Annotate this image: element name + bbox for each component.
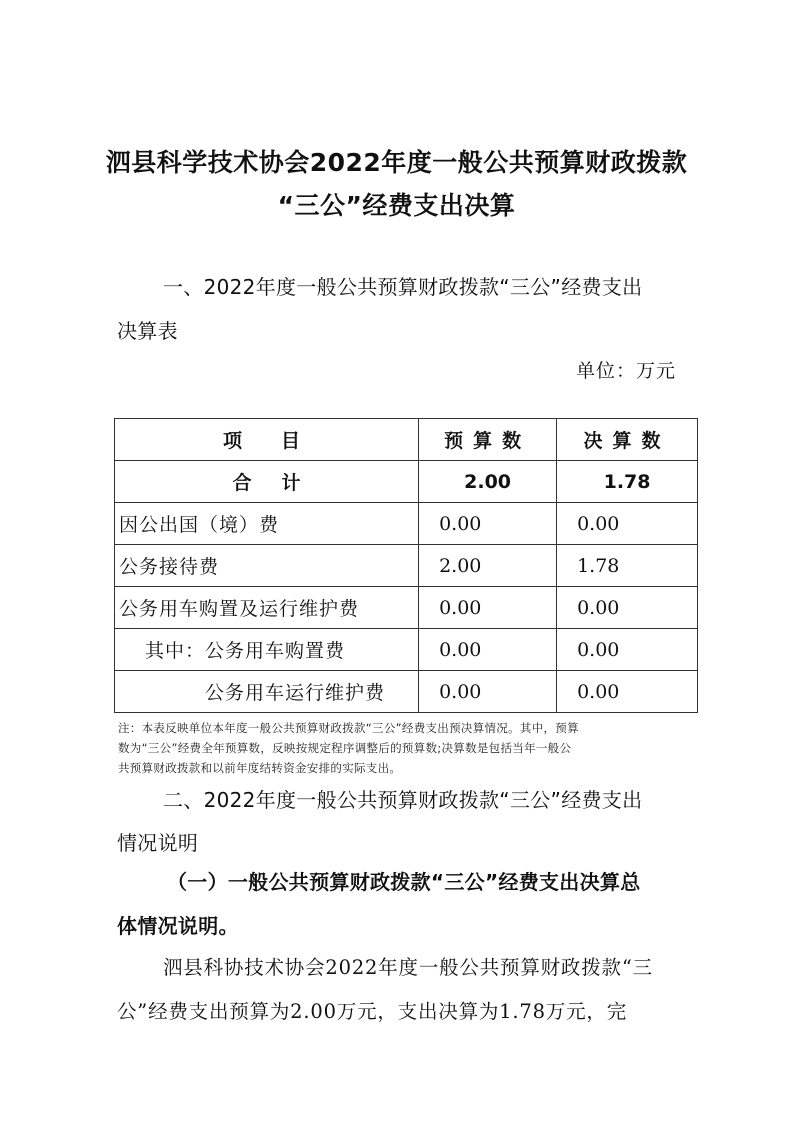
row-final: 0.00 [557,629,698,671]
table-note [118,718,678,778]
body-paragraph-line2: 公”经费支出预算为2.00万元，支出决算为1.78万元，完 [117,1000,628,1023]
section1-heading-line2: 决算表 [117,319,178,343]
unit-label: 单位：万元 [575,360,676,382]
table-row [115,545,698,587]
header-budget: 预算数 [419,419,557,461]
header-final: 决算数 [557,419,698,461]
row-label: 公务用车运行维护费 [115,671,419,713]
total-budget: 2.00 [419,461,557,503]
section1-heading-line1: 一、2022年度一般公共预算财政拨款“三公”经费支出 [163,275,643,299]
row-budget: 0.00 [419,587,557,629]
header-item: 项 目 [115,419,419,461]
subsection1-heading-line2: 体情况说明。 [117,914,239,938]
row-final: 0.00 [557,671,698,713]
row-final: 1.78 [557,545,698,587]
row-label: 其中：公务用车购置费 [115,629,419,671]
row-final: 0.00 [557,503,698,545]
total-label: 合计 [115,461,419,503]
body-paragraph-line1: 泗县科协技术协会2022年度一般公共预算财政拨款“三 [163,956,653,979]
section2-heading-line2: 情况说明 [117,831,199,855]
note-line: 数为“三公”经费全年预算数，反映按规定程序调整后的预算数;决算数是包括当年一般公 [118,741,572,755]
row-final: 0.00 [557,587,698,629]
table-row [115,629,698,671]
row-budget: 0.00 [419,671,557,713]
document-title-line2: “三公”经费支出决算 [277,191,516,220]
row-label: 公务用车购置及运行维护费 [115,587,419,629]
row-label: 公务接待费 [115,545,419,587]
total-final: 1.78 [557,461,698,503]
table-total-row [115,461,698,503]
three-public-expense-table [114,418,698,713]
row-budget: 0.00 [419,503,557,545]
row-label: 因公出国（境）费 [115,503,419,545]
row-budget: 0.00 [419,629,557,671]
table-header-row [115,419,698,461]
table-row [115,671,698,713]
document-title-line1: 泗县科学技术协会2022年度一般公共预算财政拨款 [105,148,688,177]
section2-heading-line1: 二、2022年度一般公共预算财政拨款“三公”经费支出 [163,788,643,812]
subsection1-heading-line1: （一）一般公共预算财政拨款“三公”经费支出决算总 [167,870,641,894]
note-line: 注：本表反映单位本年度一般公共预算财政拨款“三公”经费支出预决算情况。其中，预算 [118,721,579,735]
table-row [115,503,698,545]
note-line: 共预算财政拨款和以前年度结转资金安排的实际支出。 [118,761,402,775]
row-budget: 2.00 [419,545,557,587]
table-row [115,587,698,629]
